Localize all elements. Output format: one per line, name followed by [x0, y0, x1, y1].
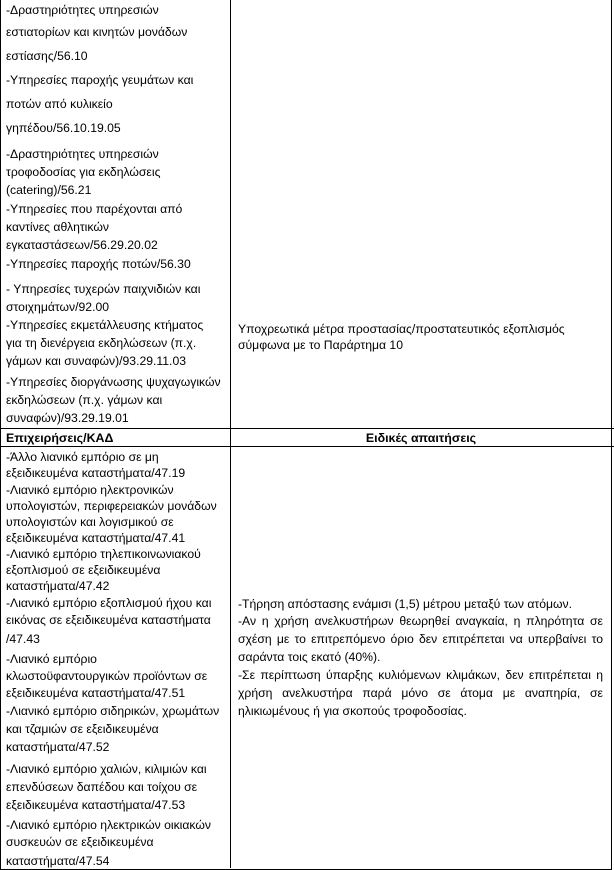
- protection-measures-line-2: σύμφωνα με το Παράρτημα 10: [238, 338, 403, 352]
- kad-item-line: καταστήματα/47.52: [6, 740, 110, 754]
- kad-item-line: για τη διενέργεια εκδηλώσεων (π.χ.: [6, 336, 197, 350]
- kad-item-line: εξειδικευμένα καταστήματα/47.19: [6, 466, 186, 480]
- kad-item-line: στοιχημάτων/92.00: [6, 300, 110, 314]
- kad-item-line: επενδύσεων δαπέδου και τοίχου σε: [6, 780, 198, 794]
- kad-item-line: -Λιανικό εμπόριο ηλεκτρονικών: [6, 483, 174, 497]
- kad-item-line: τροφοδοσίας για εκδηλώσεις: [6, 165, 161, 179]
- kad-item-line: εγκαταστάσεων/56.29.20.02: [6, 238, 158, 252]
- kad-item-line: - Υπηρεσίες τυχερών παιχνιδιών και: [6, 282, 201, 296]
- requirement-line: σχέση με το επιτρεπόμενο όριο δεν επιτρέπεται να υπερβαίνει το: [238, 632, 603, 646]
- kad-item-line: -Υπηρεσίες που παρέχονται από: [6, 202, 183, 216]
- header-special-requirements: Ειδικές απαιτήσεις: [365, 431, 477, 445]
- kad-item-line: εστιατορίων και κινητών μονάδων: [6, 25, 188, 39]
- requirement-line: σαράντα τοις εκατό (40%).: [238, 650, 381, 664]
- kad-item-line: γηπέδου/56.10.19.05: [6, 121, 121, 135]
- kad-item-line: -Υπηρεσίες παροχής γευμάτων και: [6, 73, 194, 87]
- kad-item-line: υπολογιστών, περιφερειακών μονάδων: [6, 499, 217, 513]
- row-divider-header: [0, 446, 614, 447]
- kad-item-line: (catering)/56.21: [6, 183, 92, 197]
- kad-item-line: καταστήματα/47.42: [6, 579, 110, 593]
- header-businesses-kad: Επιχειρήσεις/ΚΑΔ: [6, 431, 114, 445]
- kad-item-line: -Λιανικό εμπόριο χαλιών, κιλιμιών και: [6, 762, 207, 776]
- requirement-line: ηλικιωμένους ή για σκοπούς τροφοδοσίας.: [238, 704, 467, 718]
- kad-item-line: εξειδικευμένα καταστήματα/47.41: [6, 531, 186, 545]
- kad-item-line: γάμων και συναφών)/93.29.11.03: [6, 354, 187, 368]
- kad-item-line: -Άλλο λιανικό εμπόριο σε μη: [6, 450, 159, 464]
- kad-item-line: ποτών από κυλικείο: [6, 97, 113, 111]
- kad-item-line: -Δραστηριότητες υπηρεσιών: [6, 3, 159, 17]
- kad-item-line: -Υπηρεσίες εκμετάλλευσης κτήματος: [6, 318, 204, 332]
- requirement-line: -Σε περίπτωση ύπαρξης κυλιόμενων κλιμάκων, δεν επιτρέπεται η: [238, 668, 603, 682]
- row-divider-top: [0, 428, 614, 429]
- requirement-line: χρήση ανελκυστήρα παρά μόνο σε άτομα με αναπηρία, σε: [238, 686, 603, 700]
- kad-item-line: συναφών)/93.29.19.01: [6, 411, 129, 425]
- kad-item-line: /47.43: [6, 632, 40, 646]
- kad-item-line: καντίνες αθλητικών: [6, 220, 109, 234]
- kad-item-line: συσκευών σε εξειδικευμένα: [6, 835, 154, 849]
- requirement-line: -Αν η χρήση ανελκυστήρων θεωρηθεί αναγκαία, η πληρότητα σε: [238, 614, 603, 628]
- kad-item-line: -Λιανικό εμπόριο ηλεκτρικών οικιακών: [6, 818, 211, 832]
- kad-item-line: εκδηλώσεων (π.χ. γάμων και: [6, 393, 163, 407]
- kad-item-line: και τζαμιών σε εξειδικευμένα: [6, 722, 159, 736]
- kad-item-line: εξειδικευμένα καταστήματα/47.53: [6, 798, 186, 812]
- kad-item-line: -Λιανικό εμπόριο εξοπλισμού ήχου και: [6, 596, 212, 610]
- kad-item-line: -Υπηρεσίες διοργάνωσης ψυχαγωγικών: [6, 375, 221, 389]
- kad-item-line: εστίασης/56.10: [6, 49, 88, 63]
- requirement-line: -Τήρηση απόστασης ενάμισι (1,5) μέτρου μεταξύ των ατόμων.: [238, 597, 573, 611]
- kad-item-line: καταστήματα/47.54: [6, 854, 110, 868]
- kad-item-line: -Δραστηριότητες υπηρεσιών: [6, 147, 159, 161]
- kad-item-line: -Υπηρεσίες παροχής ποτών/56.30: [6, 257, 191, 271]
- kad-item-line: -Λιανικό εμπόριο τηλεπικοινωνιακού: [6, 547, 201, 561]
- kad-item-line: εικόνας σε εξειδικευμένα καταστήματα: [6, 613, 211, 627]
- kad-item-line: υπολογιστών και λογισμικού σε: [6, 515, 174, 529]
- kad-item-line: εξειδικευμένα καταστήματα/47.51: [6, 686, 186, 700]
- kad-item-line: κλωστοϋφαντουργικών προϊόντων σε: [6, 669, 208, 683]
- kad-item-line: εξοπλισμού σε εξειδικευμένα: [6, 563, 161, 577]
- kad-item-line: -Λιανικό εμπόριο σιδηρικών, χρωμάτων: [6, 704, 220, 718]
- kad-item-line: -Λιανικό εμπόριο: [6, 652, 97, 666]
- protection-measures-line-1: Υποχρεωτικά μέτρα προστασίας/προστατευτικός εξοπλισμός: [238, 322, 565, 336]
